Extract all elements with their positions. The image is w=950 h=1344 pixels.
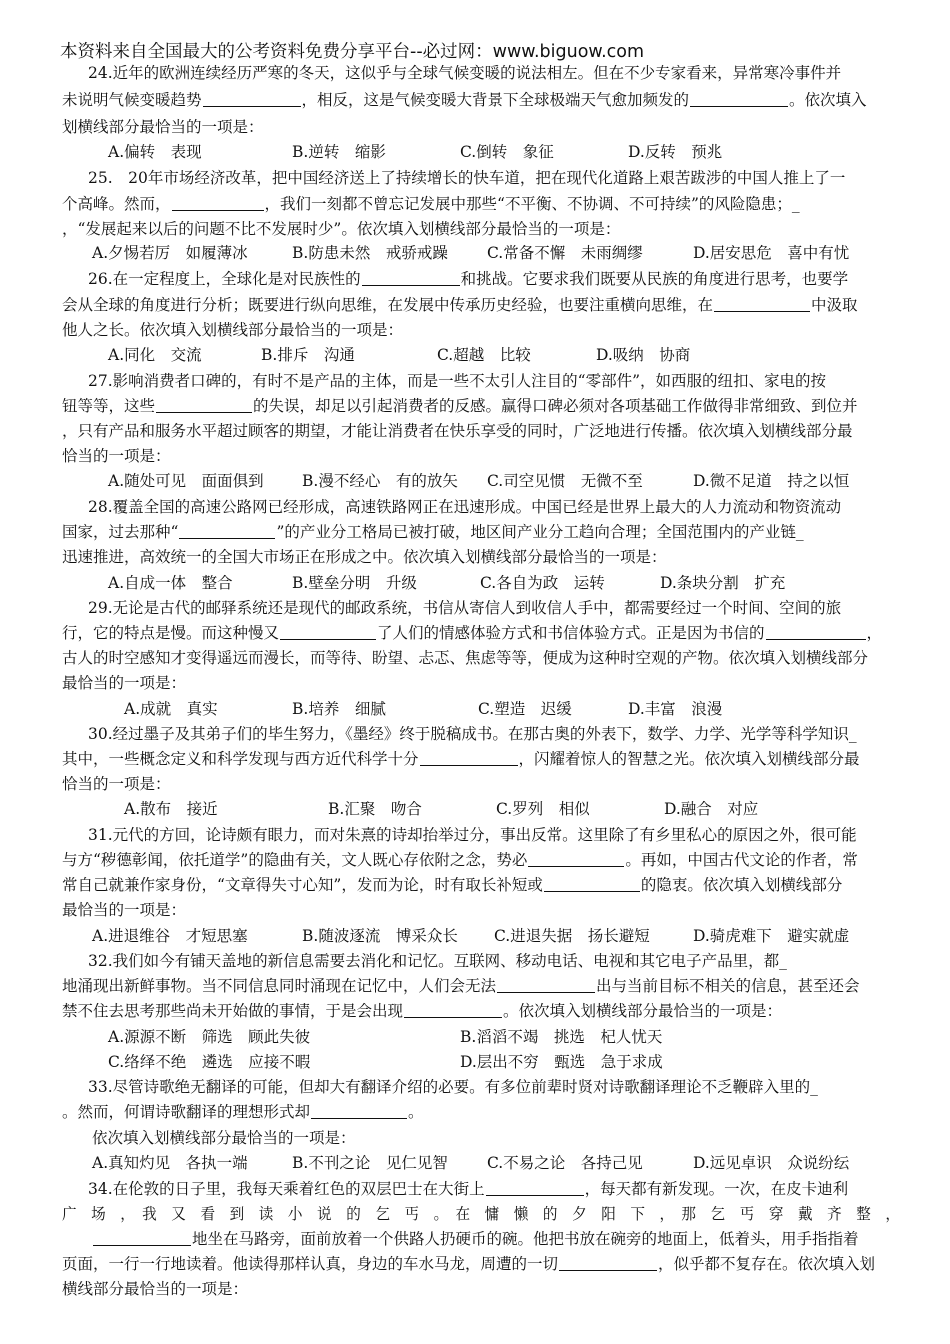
q27-option-c: C.司空见惯 无微不至: [487, 472, 643, 490]
answer-blank: [544, 890, 640, 892]
q29-line-4: 最恰当的一项是：: [62, 674, 187, 692]
answer-blank: [497, 991, 595, 993]
q26-line-1: 26.在一定程度上，全球化是对民族性的 和挑战。它要求我们既要从民族的角度进行思考，也要学: [88, 270, 849, 288]
q27-line-3: ，只有产品和服务水平超过顾客的期望，才能让消费者在快乐享受的同时，广泛地进行传播。依次填入划横线部分最: [62, 422, 853, 440]
answer-blank: [486, 1194, 584, 1196]
q29-line-2: 行，它的特点是慢。而这种慢又 了人们的情感体验方式和书信体验方式。正是因为书信的 ，: [62, 624, 883, 642]
q28-line-1: 28.覆盖全国的高速公路网已经形成，高速铁路网正在迅速形成。中国已经是世界上最大的人力流动和物资流动: [88, 498, 842, 516]
q33-option-b: B.不刊之论 见仁见智: [292, 1154, 448, 1172]
answer-blank: [156, 411, 252, 413]
q26-line-3: 他人之长。依次填入划横线部分最恰当的一项是：: [62, 321, 404, 339]
q33-option-c: C.不易之论 各持己见: [487, 1154, 643, 1172]
q26-option-c: C.超越 比较: [437, 346, 531, 364]
q24-option-d: D.反转 预兆: [628, 143, 723, 161]
answer-blank: [172, 209, 264, 211]
answer-blank: [93, 1244, 191, 1246]
q33-option-a: A.真知灼见 各执一端: [92, 1154, 248, 1172]
q25-option-d: D.居安思危 喜中有忧: [693, 244, 850, 262]
q32-option-a: A.源源不断 筛选 顾此失彼: [108, 1028, 311, 1046]
q31-option-d: D.骑虎难下 避实就虚: [693, 927, 850, 945]
q30-option-c: C.罗列 相似: [496, 800, 590, 818]
q24-line-1: 24.近年的欧洲连续经历严寒的冬天，这似乎与全球气候变暖的说法相左。但在不少专家看来，异常寒冷事件并: [88, 64, 842, 82]
source-header: 本资料来自全国最大的公考资料免费分享平台--必过网：www.biguow.com: [60, 42, 645, 62]
q33-option-d: D.远见卓识 众说纷纭: [693, 1154, 850, 1172]
q31-line-2: 与方“秽德彰闻，依托道学”的隐曲有关，文人既心存依附之念，势必 。再如，中国古代文论的作者，常: [62, 851, 858, 869]
q27-line-4: 恰当的一项是：: [62, 447, 171, 465]
q28-option-d: D.条块分割 扩充: [660, 574, 786, 592]
q27-option-b: B.漫不经心 有的放矢: [302, 472, 458, 490]
q34-line-5: 横线部分最恰当的一项是：: [62, 1280, 249, 1298]
q28-line-2: 国家，过去那种“ ”的产业分工格局已被打破，地区间产业分工趋向合理；全国范围内的产业链_: [62, 523, 804, 541]
answer-blank: [404, 1016, 502, 1018]
q31-line-3: 常自己就兼作家身份，“文章得失寸心知”，发而为论，时有取长补短或 的隐衷。依次填入划横线部分: [62, 876, 843, 894]
q32-line-2: 地涌现出新鲜事物。当不同信息同时涌现在记忆中，人们会无法 出与当前目标不相关的信息，甚至还会: [62, 977, 860, 995]
q33-line-3: 依次填入划横线部分最恰当的一项是：: [92, 1129, 356, 1147]
answer-blank: [714, 310, 810, 312]
q25-line-1: 25. 20年市场经济改革，把中国经济送上了持续增长的快车道，把在现代化道路上艰苦跋涉的中国人推上了一: [88, 169, 846, 187]
q27-line-1: 27.影响消费者口碑的，有时不是产品的主体，而是一些不太引人注目的“零部件”，如西服的纽扣、家电的按: [88, 372, 827, 390]
q24-line-3: 划横线部分最恰当的一项是：: [62, 118, 264, 136]
q29-line-3: 古人的时空感知才变得遥远而漫长，而等待、盼望、忐忑、焦虑等等，便成为这种时空观的产物。依次填入划横线部分: [62, 649, 869, 667]
answer-blank: [179, 537, 275, 539]
q25-line-3: ，“发展起来以后的问题不比不发展时少”。依次填入划横线部分最恰当的一项是：: [62, 220, 621, 238]
q24-option-b: B.逆转 缩影: [292, 143, 386, 161]
q26-option-b: B.排斥 沟通: [261, 346, 355, 364]
q28-line-3: 迅速推进，高效统一的全国大市场正在形成之中。依次填入划横线部分最恰当的一项是：: [62, 548, 667, 566]
q25-line-2: 个高峰。然而， ，我们一刻都不曾忘记发展中那些“不平衡、不协调、不可持续”的风险隐患；_: [62, 195, 800, 213]
q32-option-d: D.层出不穷 甄选 急于求成: [460, 1053, 663, 1071]
q34-line-3: 地坐在马路旁，面前放着一个供路人扔硬币的碗。他把书放在碗旁的地面上，低着头，用手指指着: [92, 1232, 859, 1248]
q28-option-c: C.各自为政 运转: [480, 574, 605, 592]
answer-blank: [311, 1117, 407, 1119]
q25-option-a: A.夕惕若厉 如履薄冰: [92, 244, 248, 262]
q33-line-2: 。然而，何谓诗歌翻译的理想形式却 。: [62, 1103, 424, 1121]
q32-line-1: 32.我们如今有铺天盖地的新信息需要去消化和记忆。互联网、移动电话、电视和其它电子产品里，都_: [88, 952, 787, 970]
answer-blank: [203, 105, 301, 107]
q34-line-1: 34.在伦敦的日子里，我每天乘着红色的双层巴士在大街上 ，每天都有新发现。一次，在皮卡迪利: [88, 1180, 849, 1198]
q27-option-d: D.微不足道 持之以恒: [693, 472, 850, 490]
q30-option-a: A.散布 接近: [124, 800, 218, 818]
q25-option-b: B.防患未然 戒骄戒躁: [292, 244, 448, 262]
answer-blank: [559, 1269, 657, 1271]
q28-option-a: A.自成一体 整合: [108, 574, 233, 592]
q30-line-2: 其中，一些概念定义和科学发现与西方近代科学十分 ，闪耀着惊人的智慧之光。依次填入划横线部分最: [62, 750, 860, 768]
q26-line-2: 会从全球的角度进行分析；既要进行纵向思维，在发展中传承历史经验，也要注重横向思维，在 中汲取: [62, 296, 858, 314]
q31-option-b: B.随波逐流 博采众长: [302, 927, 458, 945]
q31-line-4: 最恰当的一项是：: [62, 901, 187, 919]
q30-option-d: D.融合 对应: [664, 800, 759, 818]
q26-option-a: A.同化 交流: [108, 346, 202, 364]
q25-option-c: C.常备不懈 未雨绸缪: [487, 244, 643, 262]
q29-option-a: A.成就 真实: [124, 700, 218, 718]
answer-blank: [766, 638, 866, 640]
q26-option-d: D.吸纳 协商: [596, 346, 691, 364]
q28-option-b: B.壁垒分明 升级: [292, 574, 417, 592]
answer-blank: [690, 105, 788, 107]
q29-line-1: 29.无论是古代的邮驿系统还是现代的邮政系统，书信从寄信人到收信人手中，都需要经过一个时间、空间的旅: [88, 599, 842, 617]
answer-blank: [280, 638, 376, 640]
q29-option-b: B.培养 细腻: [292, 700, 386, 718]
q24-option-c: C.倒转 象征: [460, 143, 554, 161]
q31-option-c: C.进退失据 扬长避短: [494, 927, 650, 945]
q32-option-b: B.滔滔不竭 挑选 杞人忧天: [460, 1028, 663, 1046]
q32-line-3: 禁不住去思考那些尚未开始做的事情，于是会出现 。依次填入划横线部分最恰当的一项是：: [62, 1002, 783, 1020]
answer-blank: [528, 865, 624, 867]
q34-line-4: 页面，一行一行地读着。他读得那样认真，身边的车水马龙，周遭的一切 ，似乎都不复存在。依次填入划: [62, 1255, 876, 1273]
q24-line-2: 未说明气候变暖趋势 ，相反，这是气候变暖大背景下全球极端天气愈加频发的 。依次填入: [62, 91, 867, 109]
q34-line-2: 广 场 ， 我 又 看 到 读 小 说 的 乞 丐 。 在 慵 懒 的 夕 阳 下 ， 那 乞 丐 穿 戴 齐 整 ，: [62, 1205, 900, 1223]
q31-line-1: 31.元代的方回，论诗颇有眼力，而对朱熹的诗却抬举过分，事出反常。这里除了有乡里私心的原因之外，很可能: [88, 826, 857, 844]
q29-option-d: D.丰富 浪漫: [628, 700, 723, 718]
q30-line-1: 30.经过墨子及其弟子们的毕生努力，《墨经》终于脱稿成书。在那古奥的外表下，数学、力学、光学等科学知识_: [88, 725, 857, 743]
q27-line-2: 钮等等，这些 的失误，却足以引起消费者的反感。赢得口碑必须对各项基础工作做得非常细致、到位并: [62, 397, 858, 415]
q32-option-c: C.络绎不绝 遴选 应接不暇: [108, 1053, 311, 1071]
q27-option-a: A.随处可见 面面俱到: [108, 472, 264, 490]
q24-option-a: A.偏转 表现: [108, 143, 202, 161]
q29-option-c: C.塑造 迟缓: [478, 700, 572, 718]
q31-option-a: A.进退维谷 才短思塞: [92, 927, 248, 945]
answer-blank: [420, 764, 518, 766]
q30-line-3: 恰当的一项是：: [62, 775, 171, 793]
q30-option-b: B.汇聚 吻合: [328, 800, 422, 818]
q33-line-1: 33.尽管诗歌绝无翻译的可能，但却大有翻译介绍的必要。有多位前辈时贤对诗歌翻译理论不乏鞭辟入里的_: [88, 1078, 818, 1096]
answer-blank: [362, 284, 460, 286]
